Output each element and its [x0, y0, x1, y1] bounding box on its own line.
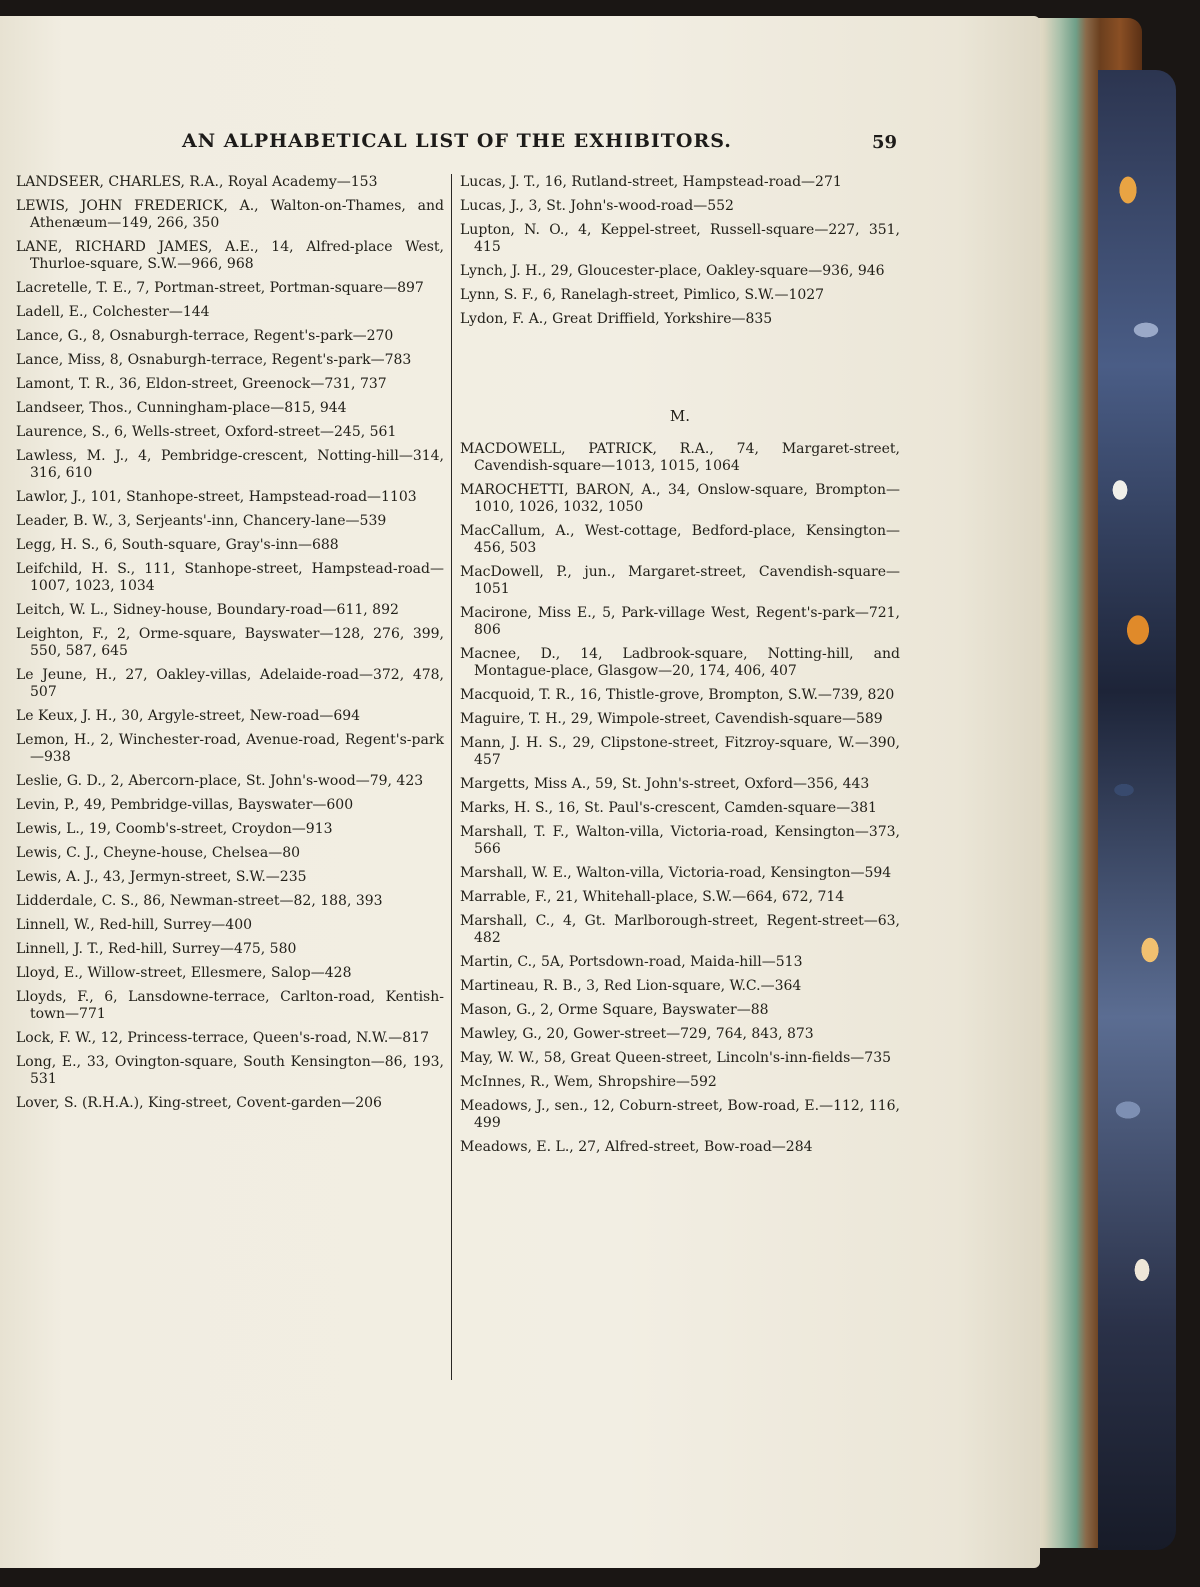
list-entry: Le Jeune, H., 27, Oakley-villas, Adelaide-road—372, 478, 507 — [16, 667, 444, 700]
marbled-edge — [1098, 70, 1176, 1550]
list-entry: MAROCHETTI, BARON, A., 34, Onslow-square, Brompton—1010, 1026, 1032, 1050 — [460, 482, 900, 515]
list-entry: Meadows, J., sen., 12, Coburn-street, Bow-road, E.—112, 116, 499 — [460, 1098, 900, 1131]
list-entry: Lucas, J., 3, St. John's-wood-road—552 — [460, 198, 734, 214]
list-entry: Linnell, J. T., Red-hill, Surrey—475, 580 — [16, 941, 297, 957]
list-entry: Lemon, H., 2, Winchester-road, Avenue-road, Regent's-park—938 — [16, 732, 444, 765]
list-entry: LEWIS, JOHN FREDERICK, A., Walton-on-Thames, and Athenæum—149, 266, 350 — [16, 198, 444, 231]
list-entry: Lawless, M. J., 4, Pembridge-crescent, Notting-hill—314, 316, 610 — [16, 448, 444, 481]
list-entry: McInnes, R., Wem, Shropshire—592 — [460, 1074, 717, 1090]
list-entry: Levin, P., 49, Pembridge-villas, Bayswater—600 — [16, 797, 354, 813]
list-entry: Marks, H. S., 16, St. Paul's-crescent, Camden-square—381 — [460, 800, 877, 816]
list-entry: Lucas, J. T., 16, Rutland-street, Hampstead-road—271 — [460, 174, 842, 190]
list-entry: Laurence, S., 6, Wells-street, Oxford-street—245, 561 — [16, 424, 397, 440]
list-entry: Leifchild, H. S., 111, Stanhope-street, Hampstead-road—1007, 1023, 1034 — [16, 561, 444, 594]
list-entry: Lupton, N. O., 4, Keppel-street, Russell-square—227, 351, 415 — [460, 222, 900, 255]
list-entry: Lacretelle, T. E., 7, Portman-street, Portman-square—897 — [16, 280, 424, 296]
list-entry: Lidderdale, C. S., 86, Newman-street—82, 188, 393 — [16, 893, 383, 909]
column-divider — [451, 174, 452, 1380]
list-entry: Macirone, Miss E., 5, Park-village West, Regent's-park—721, 806 — [460, 605, 900, 638]
list-entry: Leighton, F., 2, Orme-square, Bayswater—128, 276, 399, 550, 587, 645 — [16, 626, 444, 659]
list-entry: Lynn, S. F., 6, Ranelagh-street, Pimlico, S.W.—1027 — [460, 287, 825, 303]
list-entry: MacCallum, A., West-cottage, Bedford-place, Kensington—456, 503 — [460, 523, 900, 556]
list-entry: Lewis, C. J., Cheyne-house, Chelsea—80 — [16, 845, 301, 861]
list-entry: Lewis, L., 19, Coomb's-street, Croydon—913 — [16, 821, 333, 837]
list-entry: Macquoid, T. R., 16, Thistle-grove, Brompton, S.W.—739, 820 — [460, 687, 895, 703]
list-entry: Lynch, J. H., 29, Gloucester-place, Oakley-square—936, 946 — [460, 263, 885, 279]
section-heading: M. — [669, 407, 691, 425]
list-entry: Leslie, G. D., 2, Abercorn-place, St. John's-wood—79, 423 — [16, 773, 424, 789]
list-entry: Lloyds, F., 6, Lansdowne-terrace, Carlton-road, Kentish-town—771 — [16, 989, 444, 1022]
list-entry: Lover, S. (R.H.A.), King-street, Covent-garden—206 — [16, 1095, 382, 1111]
list-entry: Leitch, W. L., Sidney-house, Boundary-road—611, 892 — [16, 602, 399, 618]
list-entry: Marshall, T. F., Walton-villa, Victoria-road, Kensington—373, 566 — [460, 824, 900, 857]
list-entry: Marshall, W. E., Walton-villa, Victoria-road, Kensington—594 — [460, 865, 892, 881]
list-entry: Lawlor, J., 101, Stanhope-street, Hampstead-road—1103 — [16, 489, 417, 505]
list-entry: Marshall, C., 4, Gt. Marlborough-street, Regent-street—63, 482 — [460, 913, 900, 946]
list-entry: MACDOWELL, PATRICK, R.A., 74, Margaret-street, Cavendish-square—1013, 1015, 1064 — [460, 441, 900, 474]
list-entry: Lewis, A. J., 43, Jermyn-street, S.W.—235 — [16, 869, 307, 885]
list-entry: Mason, G., 2, Orme Square, Bayswater—88 — [460, 1002, 769, 1018]
list-entry: Le Keux, J. H., 30, Argyle-street, New-road—694 — [16, 708, 361, 724]
list-entry: Maguire, T. H., 29, Wimpole-street, Cavendish-square—589 — [460, 711, 883, 727]
list-entry: Martineau, R. B., 3, Red Lion-square, W.C.—364 — [460, 978, 802, 994]
list-entry: MacDowell, P., jun., Margaret-street, Cavendish-square—1051 — [460, 564, 900, 597]
page-number: 59 — [872, 132, 898, 153]
list-entry: Mann, J. H. S., 29, Clipstone-street, Fitzroy-square, W.—390, 457 — [460, 735, 900, 768]
list-entry: Long, E., 33, Ovington-square, South Kensington—86, 193, 531 — [16, 1054, 444, 1087]
list-entry: May, W. W., 58, Great Queen-street, Lincoln's-inn-fields—735 — [460, 1050, 892, 1066]
list-entry: Ladell, E., Colchester—144 — [16, 304, 210, 320]
running-head: AN ALPHABETICAL LIST OF THE EXHIBITORS. — [182, 130, 732, 152]
list-entry: Macnee, D., 14, Ladbrook-square, Notting-hill, and Montague-place, Glasgow—20, 174, 406, 407 — [460, 646, 900, 679]
list-entry: Marrable, F., 21, Whitehall-place, S.W.—664, 672, 714 — [460, 889, 845, 905]
list-entry: Lydon, F. A., Great Driffield, Yorkshire—835 — [460, 311, 773, 327]
list-entry: Lance, Miss, 8, Osnaburgh-terrace, Regent's-park—783 — [16, 352, 412, 368]
list-entry: Leader, B. W., 3, Serjeants'-inn, Chancery-lane—539 — [16, 513, 387, 529]
right-column — [460, 174, 900, 1163]
list-entry: LANE, RICHARD JAMES, A.E., 14, Alfred-place West, Thurloe-square, S.W.—966, 968 — [16, 239, 444, 272]
list-entry: LANDSEER, CHARLES, R.A., Royal Academy—153 — [16, 174, 378, 190]
list-entry: Lock, F. W., 12, Princess-terrace, Queen's-road, N.W.—817 — [16, 1030, 429, 1046]
list-entry: Mawley, G., 20, Gower-street—729, 764, 843, 873 — [460, 1026, 814, 1042]
list-entry: Lamont, T. R., 36, Eldon-street, Greenock—731, 737 — [16, 376, 387, 392]
list-entry: Meadows, E. L., 27, Alfred-street, Bow-road—284 — [460, 1139, 813, 1155]
list-entry: Legg, H. S., 6, South-square, Gray's-inn—688 — [16, 537, 339, 553]
left-column — [16, 174, 444, 1119]
list-entry: Lloyd, E., Willow-street, Ellesmere, Salop—428 — [16, 965, 352, 981]
list-entry: Linnell, W., Red-hill, Surrey—400 — [16, 917, 253, 933]
list-entry: Martin, C., 5A, Portsdown-road, Maida-hill—513 — [460, 954, 803, 970]
list-entry: Lance, G., 8, Osnaburgh-terrace, Regent's-park—270 — [16, 328, 394, 344]
page — [0, 16, 1040, 1568]
list-entry: Landseer, Thos., Cunningham-place—815, 944 — [16, 400, 347, 416]
list-entry: Margetts, Miss A., 59, St. John's-street, Oxford—356, 443 — [460, 776, 870, 792]
